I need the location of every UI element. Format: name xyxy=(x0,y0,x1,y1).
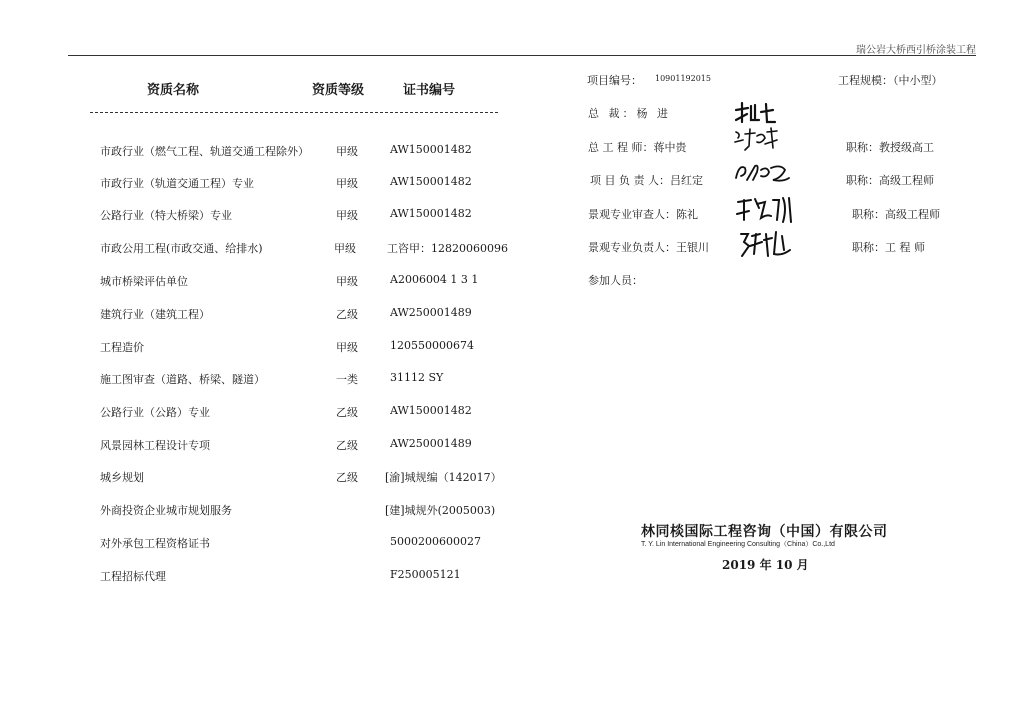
table-row xyxy=(0,339,520,355)
signature-landscape-lead xyxy=(735,194,795,226)
document-date: 2019 年 10 月 xyxy=(722,558,809,572)
certificate-number: 120550000674 xyxy=(390,339,474,352)
table-row xyxy=(0,568,520,584)
landscape-reviewer-title: 职称：高级工程师 xyxy=(852,208,940,221)
certificate-number: F250005121 xyxy=(390,568,461,581)
certificate-number: A2006004 1 3 1 xyxy=(390,273,479,286)
certificate-number: AW150001482 xyxy=(390,207,472,220)
table-row xyxy=(0,371,520,387)
table-row xyxy=(0,240,520,256)
qualification-name: 公路行业（公路）专业 xyxy=(100,406,210,419)
certificate-number: AW250001489 xyxy=(390,306,472,319)
document-header-title: 瑞公岩大桥西引桥涂装工程 xyxy=(856,45,976,56)
company-name-en: T. Y. Lin International Engineering Consulting（China）Co.,Ltd xyxy=(641,541,835,548)
qualification-name: 市政公用工程(市政交通、给排水) xyxy=(100,242,263,255)
landscape-reviewer-line: 景观专业审查人：陈礼 xyxy=(588,208,698,221)
certificate-number: AW150001482 xyxy=(390,143,472,156)
certificate-number: AW150001482 xyxy=(390,404,472,417)
project-scale: 工程规模：（中小型） xyxy=(838,74,943,87)
signature-project-lead xyxy=(733,160,791,188)
qualification-name: 施工图审查（道路、桥梁、隧道） xyxy=(100,373,265,386)
qualification-name: 城乡规划 xyxy=(100,471,144,484)
table-row xyxy=(0,535,520,551)
table-row xyxy=(0,207,520,223)
qualification-grade: 乙级 xyxy=(336,439,358,452)
qualification-grade: 甲级 xyxy=(336,145,358,158)
qualification-grade: 一类 xyxy=(336,373,358,386)
landscape-lead-line: 景观专业负责人：王银川 xyxy=(588,241,709,254)
table-row xyxy=(0,175,520,191)
qualification-grade: 甲级 xyxy=(336,341,358,354)
landscape-lead-title: 职称：工 程 师 xyxy=(852,241,925,254)
qualification-grade: 乙级 xyxy=(336,308,358,321)
column-header-grade: 资质等级 xyxy=(312,83,365,98)
certificate-number: 工咨甲：12820060096 xyxy=(387,242,508,255)
qualification-grade: 乙级 xyxy=(336,406,358,419)
certificate-number: [渝]城规编（142017） xyxy=(385,471,502,484)
signature-president xyxy=(733,100,777,126)
qualification-name: 外商投资企业城市规划服务 xyxy=(100,504,232,517)
table-row xyxy=(0,469,520,485)
qualification-name: 对外承包工程资格证书 xyxy=(100,537,210,550)
table-row xyxy=(0,273,520,289)
column-header-cert: 证书编号 xyxy=(403,83,456,98)
table-row xyxy=(0,143,520,159)
company-name-cn: 林同棪国际工程咨询（中国）有限公司 xyxy=(641,524,888,540)
certificate-number: AW150001482 xyxy=(390,175,472,188)
project-number: 10901192015 xyxy=(655,74,711,83)
qualification-grade: 甲级 xyxy=(336,177,358,190)
chief-engineer-title: 职称：教授级高工 xyxy=(846,141,934,154)
president-line: 总 裁：杨 进 xyxy=(588,107,671,120)
qualification-name: 风景园林工程设计专项 xyxy=(100,439,210,452)
header-dashed-divider xyxy=(90,112,498,113)
table-row xyxy=(0,437,520,453)
certificate-number: 31112 SY xyxy=(390,371,444,384)
certificate-number: [建]城规外(2005003) xyxy=(385,504,496,517)
qualification-name: 建筑行业（建筑工程） xyxy=(100,308,210,321)
qualification-name: 市政行业（轨道交通工程）专业 xyxy=(100,177,254,190)
qualification-name: 市政行业（燃气工程、轨道交通工程除外） xyxy=(100,145,309,158)
signature-landscape-reviewer xyxy=(738,228,796,260)
certificate-number: AW250001489 xyxy=(390,437,472,450)
chief-engineer-line: 总 工 程 师：蒋中贵 xyxy=(588,141,687,154)
qualification-grade: 甲级 xyxy=(336,275,358,288)
qualification-name: 工程造价 xyxy=(100,341,144,354)
header-rule xyxy=(68,55,976,56)
table-row xyxy=(0,404,520,420)
project-lead-title: 职称：高级工程师 xyxy=(846,174,934,187)
certificate-number: 5000200600027 xyxy=(390,535,481,548)
column-header-name: 资质名称 xyxy=(147,83,200,98)
qualification-grade: 乙级 xyxy=(336,471,358,484)
table-row xyxy=(0,502,520,518)
qualification-name: 公路行业（特大桥梁）专业 xyxy=(100,209,232,222)
qualification-grade: 甲级 xyxy=(336,209,358,222)
project-lead-line: 项 目 负 责 人：吕红定 xyxy=(590,174,703,187)
table-row xyxy=(0,306,520,322)
qualification-grade: 甲级 xyxy=(334,242,356,255)
qualification-name: 城市桥梁评估单位 xyxy=(100,275,188,288)
signature-chief-engineer xyxy=(733,126,779,152)
participants-label: 参加人员： xyxy=(588,274,643,287)
project-number-label: 项目编号： xyxy=(587,74,642,87)
qualification-name: 工程招标代理 xyxy=(100,570,166,583)
